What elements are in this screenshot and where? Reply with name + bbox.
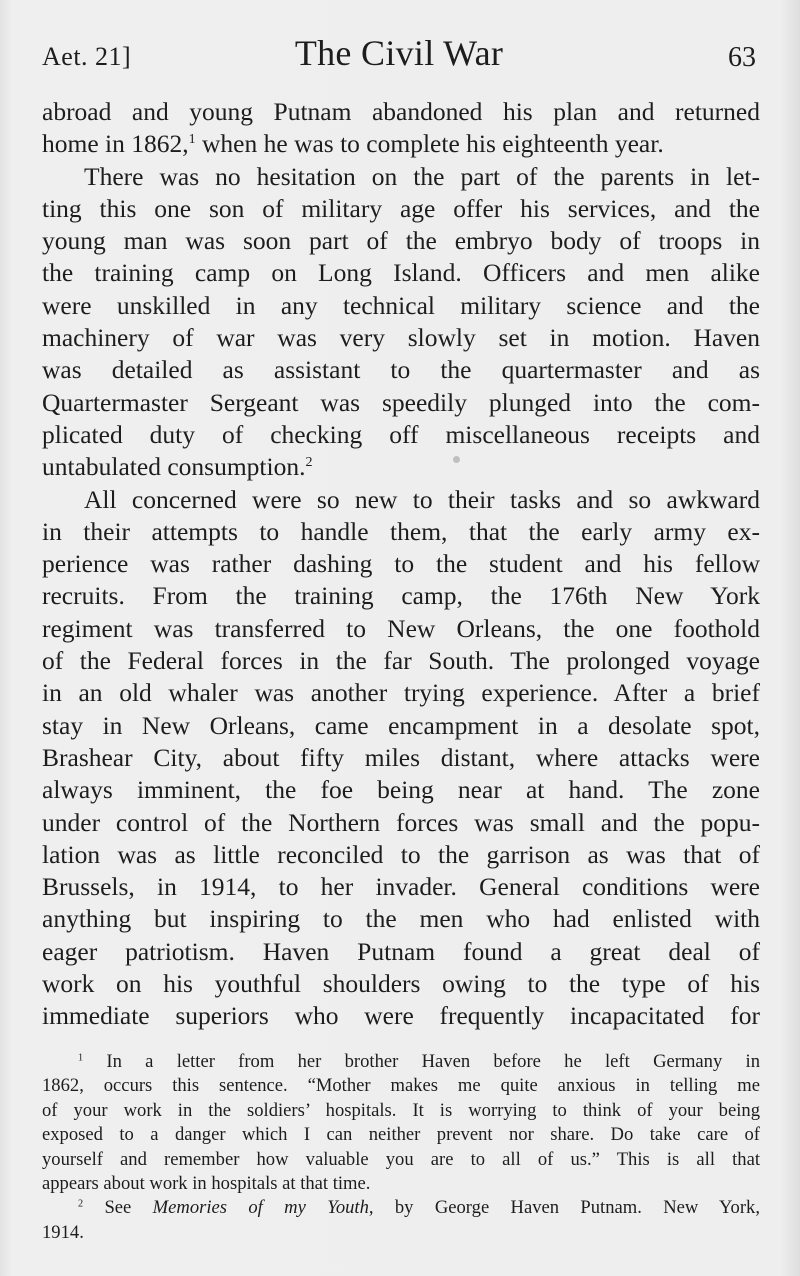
body-line [42,645,760,677]
footnote-marker: 1 [78,1052,84,1064]
footnote-line-text: 1914. [42,1221,84,1243]
body-line [42,1000,760,1032]
body-line-text: recruits. From the training camp, the 176th New York [42,581,760,611]
body-line-text: Brussels, in 1914, to her invader. General conditions were [42,872,760,902]
body-line-text: home in 1862, [42,129,189,159]
page-title: The Civil War [294,33,504,73]
footnote-line-text: appears about work in hospitals at that time. [42,1172,371,1194]
footnotes [42,1050,760,1245]
body-line [42,613,760,645]
body-line-text-continued: when he was to complete his eighteenth year. [195,129,664,159]
body-line-text: ting this one son of military age offer his services, and the [42,193,760,223]
body-line [42,677,760,709]
body-line-text: immediate superiors who were frequently incapacitated for [42,1001,760,1031]
body-line [42,936,760,968]
footnote-line [42,1074,760,1098]
body-line [42,225,760,257]
body-line-text: regiment was transferred to New Orleans, the one foothold [42,613,760,643]
body-line-text: All concerned were so new to their tasks and so awkward [84,484,760,514]
body-line [42,354,760,386]
body-line-text: young man was soon part of the embryo body of troops in [42,226,760,256]
footnote-marker: 2 [78,1198,84,1210]
footnote-line [42,1050,760,1074]
body-line-text: in an old whaler was another trying experience. After a brief [42,678,760,708]
body-line [42,807,760,839]
body-line-text: perience was rather dashing to the student and his fellow [42,549,760,579]
footnote-line [42,1172,760,1196]
footnote-line [42,1148,760,1172]
body-line [42,548,760,580]
body-line [42,451,760,483]
body-line-text: stay in New Orleans, came encampment in a desolate spot, [42,710,760,740]
paper-speck [453,456,460,463]
body-line [42,774,760,806]
body-line [42,710,760,742]
body-line [42,290,760,322]
body-line [42,161,760,193]
body-line [42,96,760,128]
body-line-text: were unskilled in any technical military science and the [42,290,760,320]
footnote-reference: 2 [305,455,313,471]
body-line-text: anything but inspiring to the men who had enlisted with [42,904,760,934]
body-line [42,871,760,903]
body-line [42,419,760,451]
body-line [42,257,760,289]
footnote-line [42,1099,760,1123]
body-line-text: There was no hesitation on the part of the parents in let- [84,161,760,191]
footnote-line-text: yourself and remember how valuable you are to all of us.” This is all that [42,1148,760,1170]
body-line [42,903,760,935]
body-line-text: machinery of war was very slowly set in motion. Haven [42,323,760,353]
body-line-text: was detailed as assistant to the quartermaster and as [42,355,760,385]
body-line [42,484,760,516]
body-line-text: the training camp on Long Island. Officers and men alike [42,258,760,288]
body-line-text: eager patriotism. Haven Putnam found a great deal of [42,936,760,966]
body-line [42,387,760,419]
footnote-line-text: of your work in the soldiers’ hospitals. It is worrying to think of your being [42,1099,760,1121]
page-number: 63 [728,42,756,73]
body-line-text: untabulated consumption. [42,452,306,482]
footnote-line-text: 1862, occurs this sentence. “Mother makes me quite anxious in telling me [42,1075,760,1097]
footnote-line [42,1221,760,1245]
body-line [42,322,760,354]
footnote-line-text-continued: , by George Haven Putnam. New York, [368,1197,760,1219]
running-head-left: Aet. 21] [42,42,132,71]
footnote-line [42,1123,760,1147]
running-head [42,30,756,78]
body-line-text: Brashear City, about fifty miles distant, where attacks were [42,742,760,772]
body-line-text: lation was as little reconciled to the garrison as was that of [42,839,760,869]
footnote-line-text: In a letter from her brother Haven before he left Germany in [83,1051,760,1072]
body-text [42,96,760,1033]
body-line [42,516,760,548]
footnote-line [42,1196,760,1220]
body-line [42,193,760,225]
body-line-text: in their attempts to handle them, that the early army ex- [42,516,760,546]
body-line [42,128,760,160]
body-line [42,968,760,1000]
footnote-line-text: exposed to a danger which I can neither prevent nor share. Do take care of [42,1124,760,1146]
footnote-line-text: See [83,1197,153,1219]
body-line [42,839,760,871]
body-line-text: always imminent, the foe being near at hand. The zone [42,775,760,805]
book-title: Memories of my Youth [152,1197,369,1219]
body-line-text: under control of the Northern forces was small and the popu- [42,807,760,837]
body-line-text: work on his youthful shoulders owing to the type of his [42,969,760,999]
body-line-text: Quartermaster Sergeant was speedily plunged into the com- [42,387,760,417]
body-line-text: abroad and young Putnam abandoned his plan and returned [42,97,760,126]
body-line [42,742,760,774]
body-line-text: of the Federal forces in the far South. The prolonged voyage [42,646,760,676]
footnote-reference: 1 [188,132,196,148]
body-line [42,580,760,612]
body-line-text: plicated duty of checking off miscellaneous receipts and [42,419,760,449]
